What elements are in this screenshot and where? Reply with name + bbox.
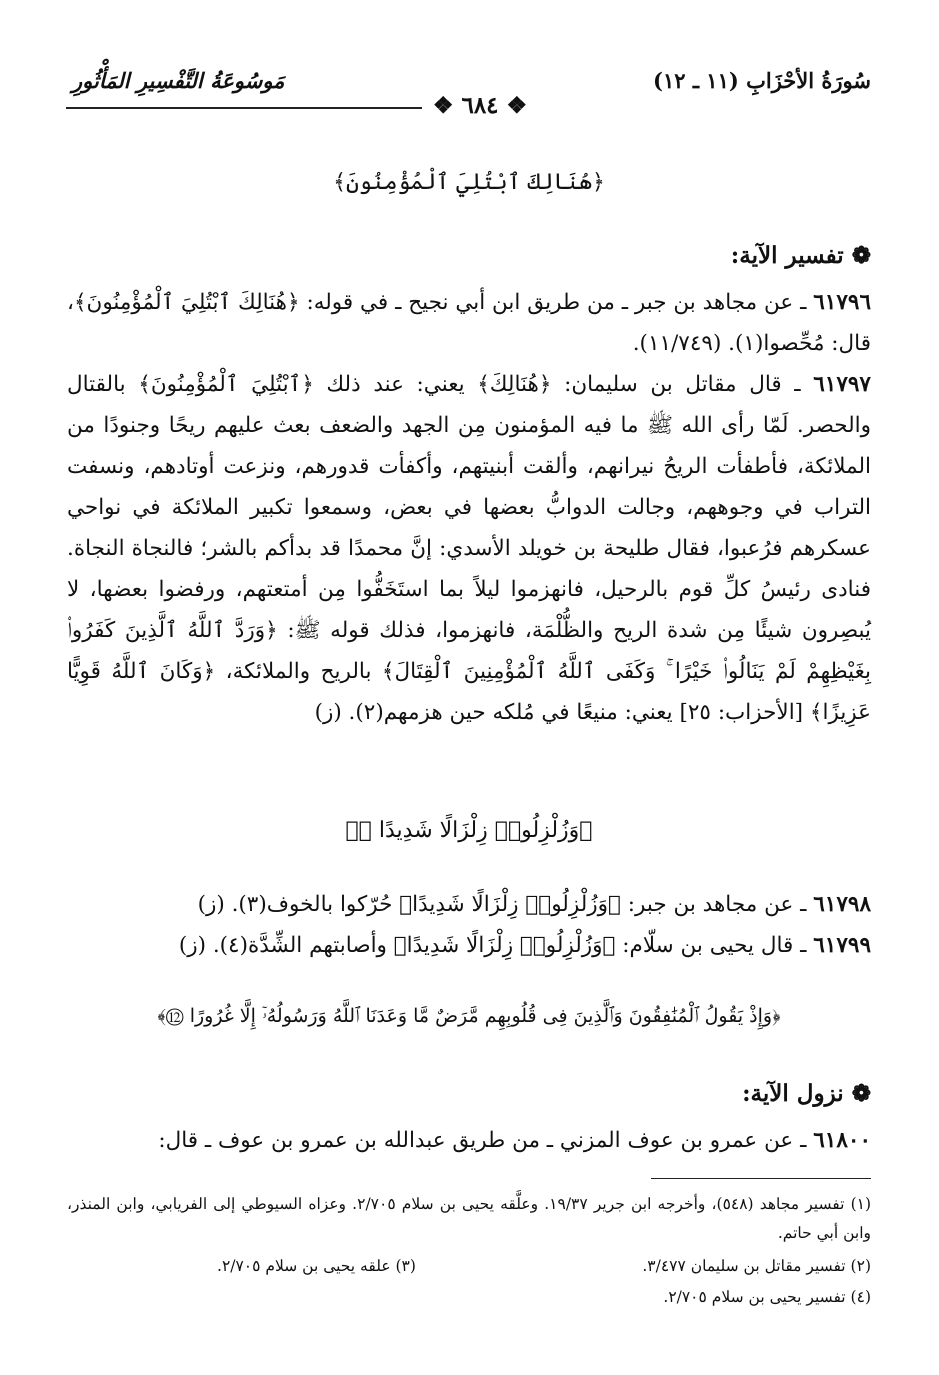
running-header-book-title: مَوسُوعَةُ التَّفْسِيرِ المَأْثُورِ: [72, 68, 285, 93]
narration-61798: [67, 884, 871, 925]
narration-61797: [67, 364, 871, 733]
section-heading-nuzul: ❁نزول الآية:: [742, 1080, 871, 1107]
narration-61800: [67, 1120, 871, 1161]
footnote-row: [67, 1252, 871, 1281]
quran-verse-heading: ﴿وَإِذْ يَقُولُ ٱلْمُنَٰفِقُونَ وَٱلَّذِينَ فِى قُلُوبِهِم مَّرَضٌ مَّا وَعَدَنَا ٱللَّهُ وَرَسُولُهُۥٓ إِلَّا غُرُورًا ⑫﴾: [157, 1005, 781, 1027]
narration-61799: [67, 925, 871, 966]
narration-text: ـ عن مجاهد بن جبر: ﴿وَزُلْزِلُوا۟ زِلْزَالًا شَدِيدًا﴾ حُرّكوا بالخوف(٣). (ز): [197, 892, 807, 917]
narration-text: ـ قال مقاتل بن سليمان: ﴿هُنَالِكَ﴾ يعني: عند ذلك ﴿ٱبْتُلِيَ ٱلْمُؤْمِنُونَ﴾ بالقتال والحصر. لَمّا رأى الله ﷺ ما فيه المؤمنون مِن الجهد والضعف بعث عليهم ريحًا وجنودًا من الملائكة، فأطفأت الريحُ نيرانهم، وألقت أبنيتهم، وأكفأت قدورهم، ونزعت أوتادهم، ونسفت التراب في وجوههم، وجالت الدوابُّ بعضها في بعض، وسمعوا تكبير الملائكة في نواحي عسكرهم فرُعبوا، فقال طليحة بن خويلد الأسدي: إنَّ محمدًا قد بدأكم بالشر؛ فالنجاة النجاة. فنادى رئيسُ كلِّ قوم بالرحيل، فانهزموا ليلاً بما استَخَفُّوا مِن أمتعتهم، ورفضوا بعضها، لا يُبصِرون شيئًا مِن شدة الريح والظُّلْمَة، فانهزموا، فذلك قوله ﷺ: ﴿وَرَدَّ ٱللَّهُ ٱلَّذِينَ كَفَرُوا۟ بِغَيْظِهِمْ لَمْ يَنَالُوا۟ خَيْرًا ۚ وَكَفَى ٱللَّهُ ٱلْمُؤْمِنِينَ ٱلْقِتَالَ﴾ بالريح والملائكة، ﴿وَكَانَ ٱللَّهُ قَوِيًّا عَزِيزًا﴾ [الأحزاب: ٢٥] يعني: منيعًا في مُلكه حين هزمهم(٢). (ز): [67, 372, 871, 725]
narration-text: ـ قال يحيى بن سلّام: ﴿وَزُلْزِلُوا۟ زِلْزَالًا شَدِيدًا﴾ وأصابتهم الشِّدَّة(٤). (ز): [178, 933, 807, 958]
footnote-1: (١) تفسير مجاهد (٥٤٨)، وأخرجه ابن جرير ١٩/٣٧. وعلَّقه يحيى بن سلام ٢/٧٠٥. وعزاه السيوطي إلى الفريابي، وابن المنذر، وابن أبي حاتم.: [67, 1195, 872, 1242]
running-header-surah: سُورَةُ الأحْزَابِ (١١ ـ ١٢): [653, 68, 871, 93]
footnote-2: (٢) تفسير مقاتل بن سليمان ٣/٤٧٧.: [642, 1257, 871, 1275]
narration-number: ٦١٨٠٠: [813, 1128, 871, 1153]
section-heading-tafsir: ❁تفسير الآية:: [730, 242, 871, 269]
flower-ornament-icon: ❁: [851, 1080, 871, 1107]
page-number-ornament-icon: ❖: [498, 92, 528, 119]
quran-verse-heading: ﴿هُنَالِكَ ٱبْتُلِيَ ٱلْمُؤْمِنُونَ﴾: [333, 170, 605, 195]
footnote-4: (٤) تفسير يحيى بن سلام ٢/٧٠٥.: [663, 1288, 871, 1306]
narration-number: ٦١٧٩٩: [813, 933, 871, 958]
quran-verse-heading: ﴿وَزُلْزِلُوا۟ زِلْزَالًا شَدِيدًا ⑪﴾: [345, 818, 593, 843]
flower-ornament-icon: ❁: [851, 242, 871, 269]
page-number: ❖ ٦٨٤ ❖: [432, 92, 528, 119]
page-number-ornament-icon: ❖: [432, 92, 462, 119]
narration-number: ٦١٧٩٦: [813, 290, 871, 315]
narration-61796: [67, 282, 871, 364]
header-rule-left: [72, 107, 422, 109]
narration-text: ـ عن عمرو بن عوف المزني ـ من طريق عبدالله بن عمرو بن عوف ـ قال:: [158, 1128, 807, 1153]
footnote-separator: [651, 1178, 871, 1179]
footnote-3: (٣) علقه يحيى بن سلام ٢/٧٠٥.: [217, 1257, 416, 1275]
narration-number: ٦١٧٩٨: [813, 892, 871, 917]
narration-number: ٦١٧٩٧: [813, 372, 871, 397]
narration-text: ـ عن مجاهد بن جبر ـ من طريق ابن أبي نجيح ـ في قوله: ﴿هُنَالِكَ ٱبْتُلِيَ ٱلْمُؤْمِنُونَ﴾، قال: مُحِّصوا(١). (١١/٧٤٩).: [67, 290, 871, 356]
